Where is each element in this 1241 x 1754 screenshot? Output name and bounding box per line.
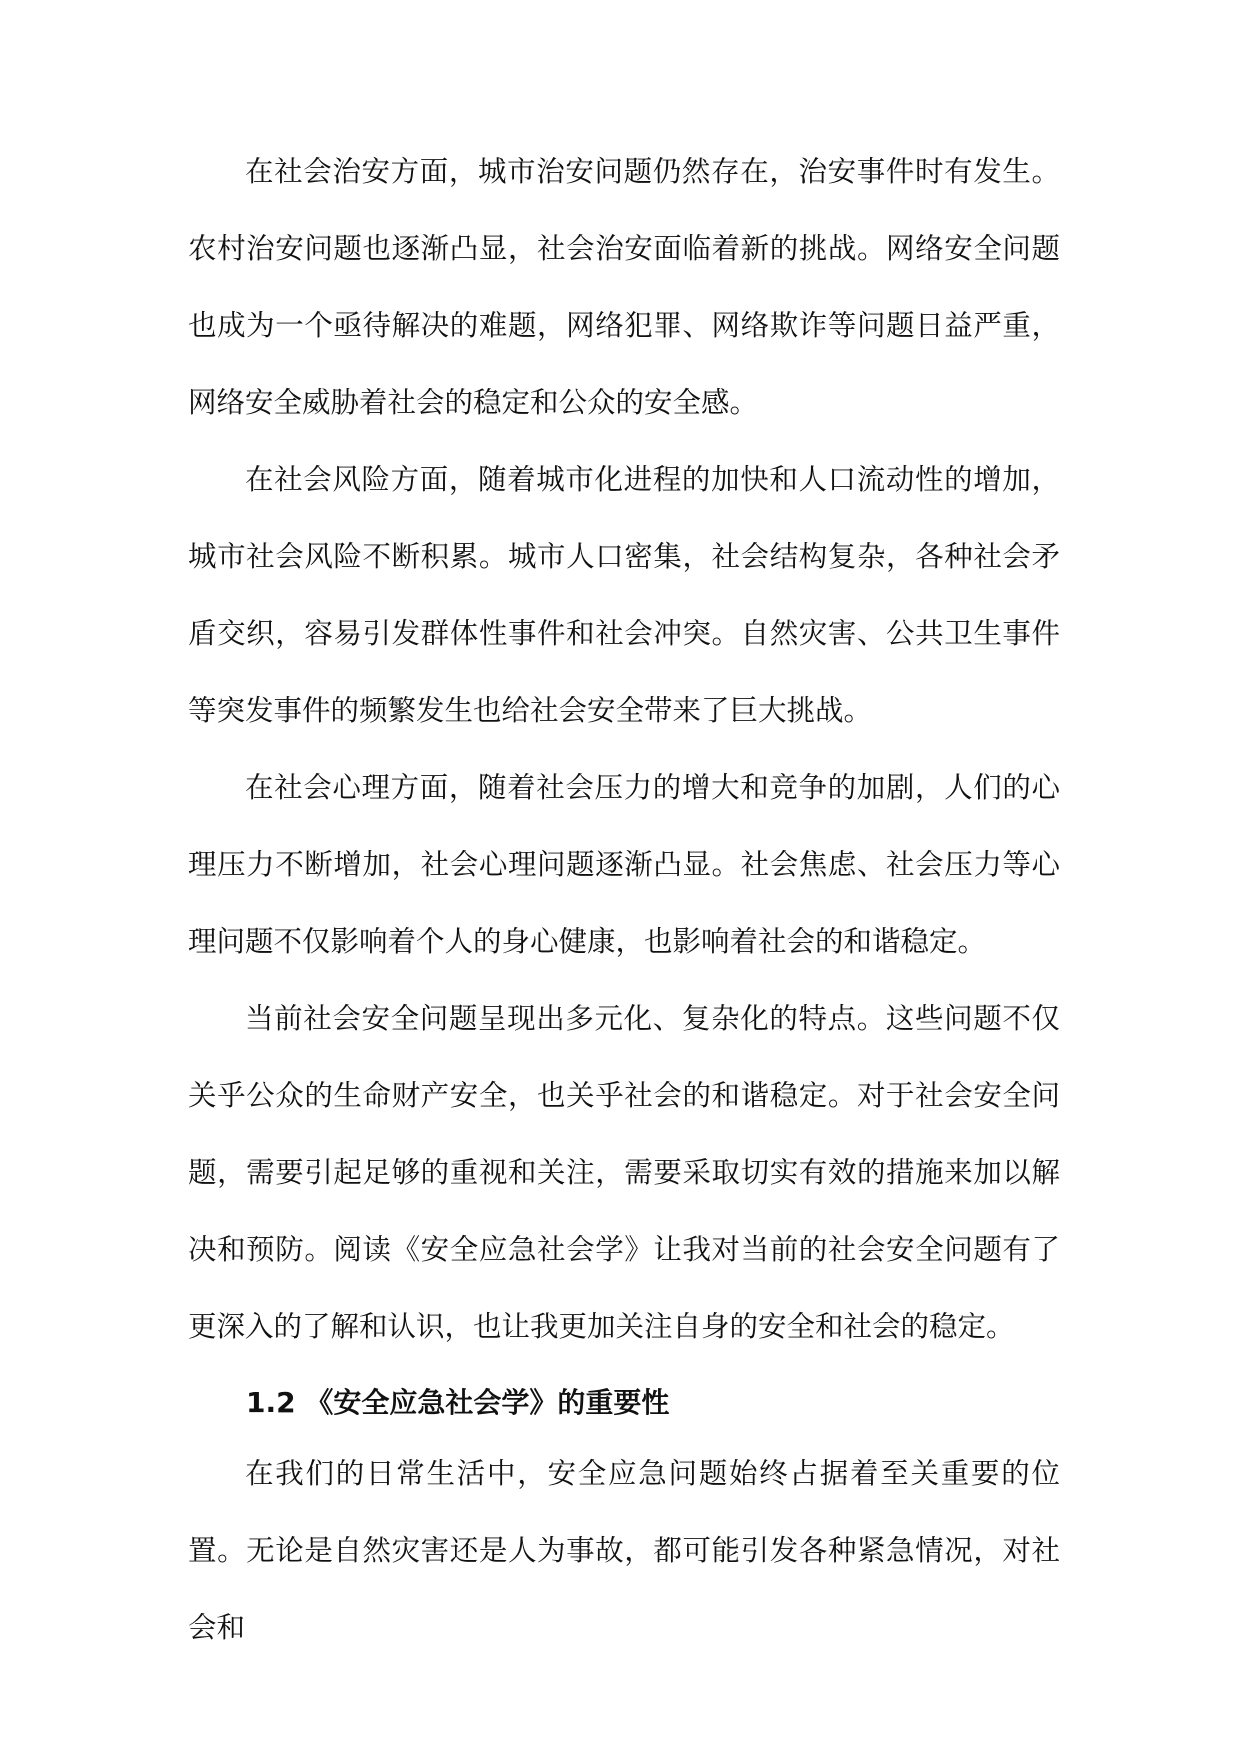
- section-heading: 1.2 《安全应急社会学》的重要性: [246, 1386, 670, 1419]
- paragraph-public-order: 在社会治安方面，城市治安问题仍然存在，治安事件时有发生。农村治安问题也逐渐凸显，社会治安面临着新的挑战。网络安全问题也成为一个亟待解决的难题，网络犯罪、网络欺诈等问题日益严重，网络安全威胁着社会的稳定和公众的安全感。: [188, 155, 1060, 419]
- body-text: [188, 133, 1060, 1365]
- paragraph-social-psychology: 在社会心理方面，随着社会压力的增大和竞争的加剧，人们的心理压力不断增加，社会心理问题逐渐凸显。社会焦虑、社会压力等心理问题不仅影响着个人的身心健康，也影响着社会的和谐稳定。: [188, 771, 1060, 958]
- paragraph-summary: 当前社会安全问题呈现出多元化、复杂化的特点。这些问题不仅关乎公众的生命财产安全，也关乎社会的和谐稳定。对于社会安全问题，需要引起足够的重视和关注，需要采取切实有效的措施来加以解决和预防。阅读《安全应急社会学》让我对当前的社会安全问题有了更深入的了解和认识，也让我更加关注自身的安全和社会的稳定。: [188, 1002, 1060, 1343]
- paragraph-social-risk: 在社会风险方面，随着城市化进程的加快和人口流动性的增加，城市社会风险不断积累。城市人口密集，社会结构复杂，各种社会矛盾交织，容易引发群体性事件和社会冲突。自然灾害、公共卫生事件等突发事件的频繁发生也给社会安全带来了巨大挑战。: [188, 463, 1060, 727]
- section-body-text: [188, 1435, 1060, 1666]
- paragraph-importance: 在我们的日常生活中，安全应急问题始终占据着至关重要的位置。无论是自然灾害还是人为事故，都可能引发各种紧急情况，对社会和: [188, 1457, 1060, 1644]
